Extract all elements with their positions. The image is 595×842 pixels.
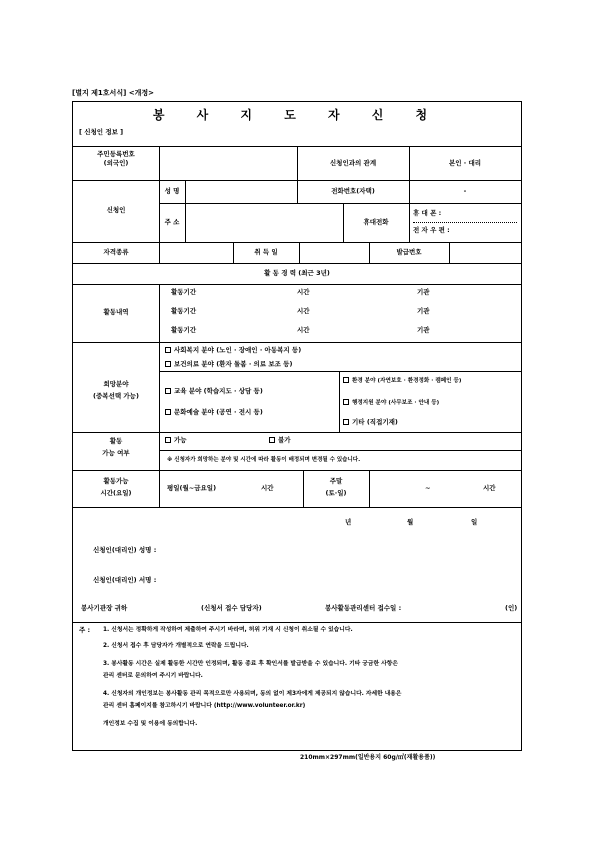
form-title: 봉 사 지 도 자 신 청 (152, 108, 442, 122)
type-option-available[interactable]: 가능 (165, 436, 187, 445)
period-label: 활동가능 시간(요일) (100, 477, 132, 497)
ssn-label: 주민등록번호 (외국인) (97, 150, 135, 167)
note-4: 4. 신청자의 개인정보는 봉사활동 관리 목적으로만 사용되며, 동의 없이 제3자에게 제공되지 않습니다. 자세한 내용은 (103, 691, 402, 697)
date-year: 년 (345, 518, 352, 526)
phone-label: 전화번호(자택) (331, 187, 375, 195)
paper-spec: 210mm×297mm(일반용지 60g/㎡(재활용품)) (300, 754, 436, 761)
acquired-date-label: 취 득 일 (254, 248, 278, 256)
cert-type-label: 자격종류 (103, 248, 129, 256)
activity-row-1-hours[interactable]: 시간 (297, 288, 310, 296)
field-option-top-1[interactable]: 사회복지 분야 (노인 · 장애인 · 아동복지 등) (165, 346, 301, 355)
address-label: 주 소 (164, 218, 180, 226)
field-option-right-3[interactable]: 기타 (직접기재) (343, 418, 398, 427)
field-option-top-2[interactable]: 보건의료 분야 (환자 돌봄 · 의료 보조 등) (165, 360, 292, 369)
activity-row-3-period[interactable]: 활동기간 (171, 326, 197, 334)
applicant-signature[interactable]: 신청인(대리인) 성명 : (93, 546, 157, 554)
checkbox[interactable] (343, 399, 349, 405)
checkbox[interactable] (343, 377, 349, 383)
contact-label: 휴대전화 (363, 218, 389, 226)
receipt-date-line: 봉사활동관리센터 접수일 : (325, 604, 402, 612)
type-note: ※ 신청자가 희망하는 분야 및 시간에 따라 활동이 배정되며 변경될 수 있습니다. (167, 457, 361, 463)
checkbox[interactable] (165, 409, 171, 415)
guardian-signature[interactable]: 신청인(대리인) 서명 : (93, 576, 157, 584)
activity-row-2-org[interactable]: 기관 (417, 307, 430, 315)
weekend-value[interactable]: ~ (425, 484, 431, 492)
relation-label: 신청인과의 관계 (329, 159, 377, 167)
form-number: [별지 제1호서식] <개정> (72, 89, 154, 97)
note-2: 2. 신청서 접수 후 담당자가 개별적으로 연락을 드립니다. (103, 643, 249, 649)
activity-row-2-period[interactable]: 활동기간 (171, 307, 197, 315)
application-form (72, 101, 522, 751)
checkbox[interactable] (165, 361, 171, 367)
name-label: 성 명 (164, 187, 180, 195)
note-3: 3. 봉사활동 시간은 실제 활동한 시간만 인정되며, 활동 종료 후 확인서를 발급받을 수 있습니다. 기타 궁금한 사항은 (103, 661, 398, 667)
mobile-line[interactable]: 휴 대 폰 : (413, 209, 442, 217)
issue-number-label: 발급번호 (396, 248, 422, 256)
weekday-label: 평일(월~금요일) (167, 484, 217, 492)
activity-row-1-org[interactable]: 기관 (417, 288, 430, 296)
field-label: 희망분야 (중복선택 가능) (93, 380, 139, 400)
field-option-left-1[interactable]: 교육 분야 (학습지도 · 상담 등) (165, 387, 263, 396)
applicant-group-label: 신청인 (106, 206, 126, 214)
notes-header: 주 : (79, 626, 91, 634)
weekend-unit: 시간 (483, 484, 496, 492)
note-3-cont: 관리 센터로 문의하여 주시기 바랍니다. (103, 673, 203, 679)
activity-row-3-hours[interactable]: 시간 (297, 326, 310, 334)
note-1: 1. 신청서는 정확하게 작성하여 제출하여 주시기 바라며, 허위 기재 시 신청이 취소될 수 있습니다. (103, 627, 353, 633)
email-line[interactable]: 전 자 우 편 : (413, 226, 450, 234)
weekend-label: 주말 (토·일) (325, 477, 347, 497)
form-subtitle: [ 신청인 정보 ] (79, 128, 124, 136)
activity-row-1-period[interactable]: 활동기간 (171, 288, 197, 296)
checkbox[interactable] (165, 388, 171, 394)
field-option-right-1[interactable]: 환경 분야 (자연보호 · 환경정화 · 캠페인 등) (343, 376, 461, 386)
seal-mark: (인) (505, 604, 518, 612)
type-label: 활동 가능 여부 (102, 437, 130, 457)
weekday-unit: 시간 (261, 484, 274, 492)
activity-row-2-hours[interactable]: 시간 (297, 307, 310, 315)
receiver-line: (신청서 접수 담당자) (201, 604, 262, 612)
activity-row-3-org[interactable]: 기관 (417, 326, 430, 334)
checkbox[interactable] (165, 437, 171, 443)
date-day: 일 (471, 518, 478, 526)
field-option-left-2[interactable]: 문화예술 분야 (공연 · 전시 등) (165, 408, 263, 417)
checkbox[interactable] (269, 437, 275, 443)
checkbox[interactable] (343, 419, 349, 425)
history-header: 활 동 경 력 (최근 3년) (264, 269, 330, 277)
date-month: 월 (407, 518, 414, 526)
phone-value[interactable]: - (463, 187, 467, 195)
field-option-right-2[interactable]: 행정지원 분야 (사무보조 · 안내 등) (343, 398, 439, 408)
note-4-cont: 관리 센터 홈페이지를 참고하시기 바랍니다 (http://www.volunteer.or.kr) (103, 703, 306, 709)
checkbox[interactable] (165, 347, 171, 353)
type-option-unavailable[interactable]: 불가 (269, 436, 291, 445)
relation-value[interactable]: 본인 · 대리 (448, 159, 482, 167)
note-consent: 개인정보 수집 및 이용에 동의합니다. (103, 721, 198, 727)
recipient-line: 봉사기관장 귀하 (81, 604, 128, 612)
activity-label: 활동내역 (103, 308, 129, 316)
